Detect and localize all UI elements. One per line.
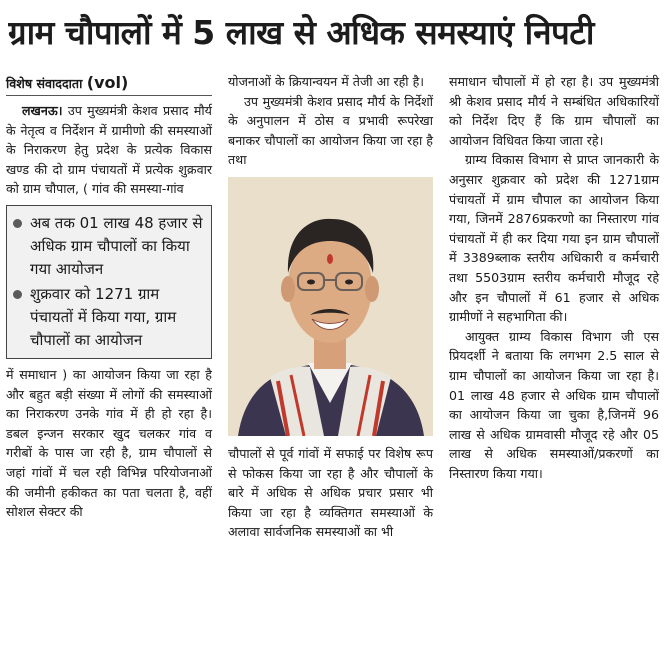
byline-tag: (vol)	[86, 73, 129, 92]
highlight-item	[13, 283, 205, 352]
article-column-2	[228, 72, 433, 542]
article-paragraph: चौपालों से पूर्व गांवों में सफाई पर विशेष रूप से फोकस किया जा रहा है और चौपालों के बारे में अधिक से अधिक प्रचार प्रसार भी किया जा रहा है व्यक्तिगत समस्याओं के अलावा सार्वजनिक समस्याओं का भी	[228, 445, 433, 540]
article-column-1	[6, 72, 212, 522]
highlight-box	[6, 205, 212, 359]
article-paragraph: योजनाओं के क्रियान्वयन में तेजी आ रही है।	[228, 74, 425, 89]
reporter-name: विशेष संवाददाता	[6, 76, 83, 91]
dateline: लखनऊ।	[22, 103, 63, 118]
highlight-text: अब तक 01 लाख 48 हजार से अधिक ग्राम चौपालों का किया गया आयोजन	[30, 213, 203, 278]
paragraph-text: उप मुख्यमंत्री केशव प्रसाद मौर्य के नेतृत्व व निर्देशन में ग्रामीणो की समस्याओं के निराकरण हेतु प्रदेश के प्रत्येक विकास खण्ड की दो ग्राम पंचायतों में प्रत्येक शुक्रवार को ग्राम चौपाल, ( गांव की समस्या-गांव	[6, 103, 212, 197]
headline: ग्राम चौपालों में 5 लाख से अधिक समस्याएं निपटी	[8, 13, 594, 52]
article-paragraph	[6, 101, 212, 199]
article-paragraph: ग्राम्य विकास विभाग से प्राप्त जानकारी के अनुसार शुक्रवार को प्रदेश की 1271ग्राम पंचायतों में ग्राम चौपाल का आयोजन किया गया, जिनमें 2876प्रकरणो का निस्तारण गांव पंचायतों में ही कर दिया गया इन ग्राम चौपालों में 3389ब्लाक स्तरीय अधिकारी व कर्मचारी तथा 5503ग्राम स्तरीय कर्मचारी मौजूद रहे और इन चौपालों में 61 हजार से अधिक ग्रामीणों ने सहभागिता की।	[449, 152, 659, 325]
byline	[6, 72, 212, 96]
highlight-item	[13, 212, 205, 281]
article-paragraph: समाधान चौपालों में हो रहा है। उप मुख्यमंत्री श्री केशव प्रसाद मौर्य ने सम्बंधित अधिकारियों को निर्देश दिए हैं कि ग्राम चौपालों का आयोजन विधिवत किया जाता रहे।	[449, 74, 659, 148]
article-column-3	[449, 72, 659, 483]
article-paragraph: आयुक्त ग्राम्य विकास विभाग जी एस प्रियदर्शी ने बताया कि लगभग 2.5 साल से ग्राम चौपालों का आयोजन किया जा रहा है। 01 लाख 48 हजार से अधिक ग्राम चौपालों का आयोजन किया जा चुका है,जिनमें 96 लाख से अधिक ग्रामवासी मौजूद रहे और 05 लाख से अधिक समस्याओं/प्रकरणों का निस्तारण किया गया।	[449, 328, 659, 481]
article-paragraph: उप मुख्यमंत्री केशव प्रसाद मौर्य के निर्देशों के अनुपालन में ठोस व प्रभावी रूपरेखा बनाकर चौपालों का आयोजन किया जा रहा है तथा	[228, 93, 433, 168]
portrait-photo-icon	[228, 177, 433, 436]
bullet-icon	[13, 219, 22, 228]
highlight-text: शुक्रवार को 1271 ग्राम पंचायतों में किया गया, ग्राम चौपालों का आयोजन	[30, 284, 177, 349]
portrait-photo	[228, 177, 433, 436]
article-paragraph: में समाधान ) का आयोजन किया जा रहा है और बहुत बड़ी संख्या में लोगों की समस्याओं का निराकरण उनके गांव में ही हो रहा है। डबल इन्जन सरकार खुद चलकर गांव व गरीबों के पास जा रही है, ग्राम चौपालों से जहां गांवों में चल रही विभिन्न परियोजनाओं की जमीनी हकीकत का पता चलता है, वहीं सोशल सेक्टर की	[6, 366, 212, 520]
bullet-icon	[13, 290, 22, 299]
